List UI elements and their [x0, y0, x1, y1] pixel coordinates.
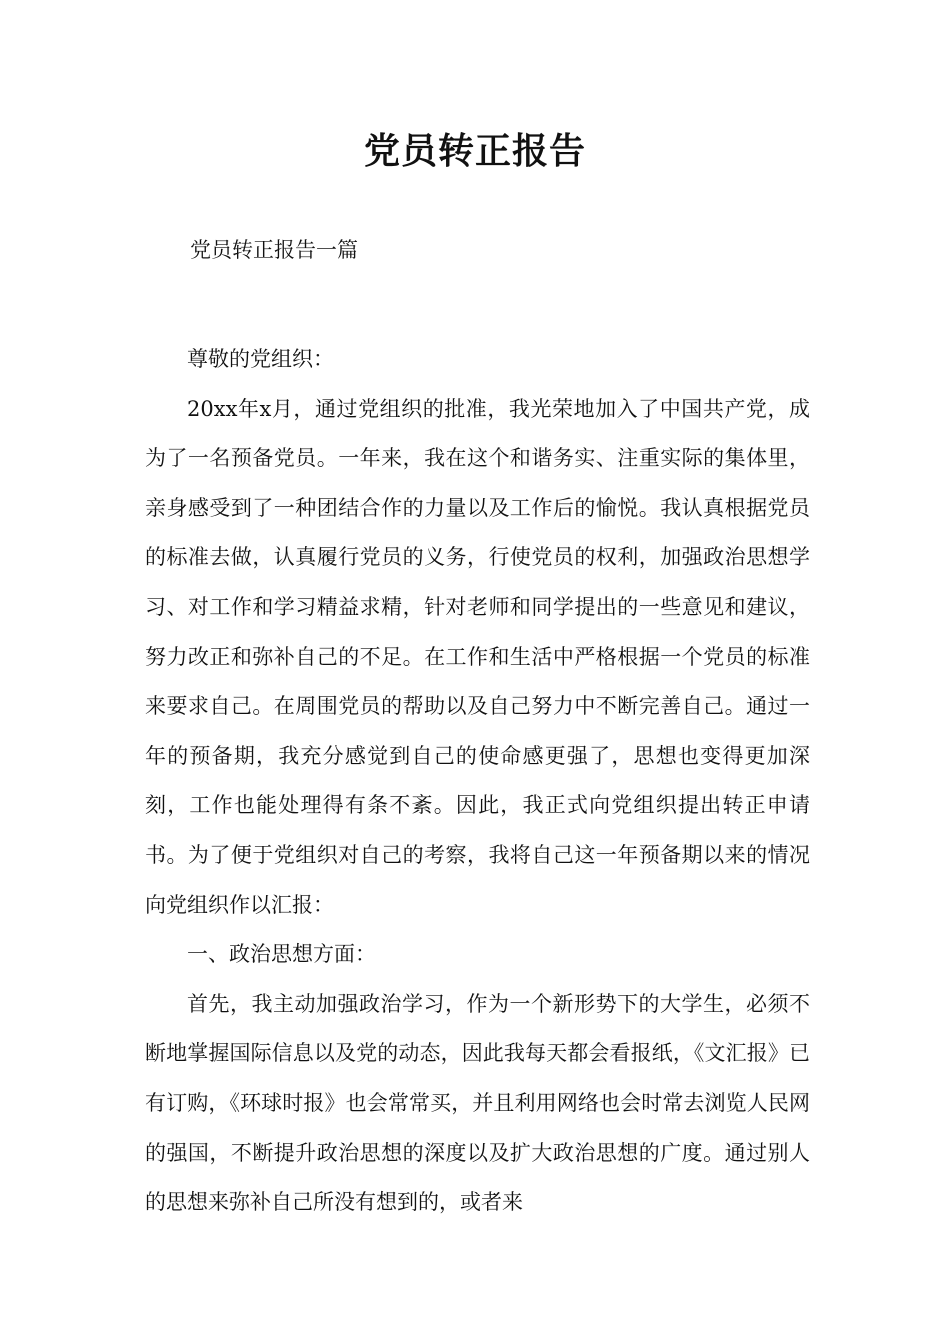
body-paragraph-intro: 20xx年x月，通过党组织的批准，我光荣地加入了中国共产党，成为了一名预备党员。一年来，我在这个和谐务实、注重实际的集体里，亲身感受到了一种团结合作的力量以及工作后的愉悦。我认真根据党员的标准去做，认真履行党员的义务，行使党员的权利，加强政治思想学习、对工作和学习精益求精，针对老师和同学提出的一些意见和建议，努力改正和弥补自己的不足。在工作和生活中严格根据一个党员的标准来要求自己。在周围党员的帮助以及自己努力中不断完善自己。通过一年的预备期，我充分感觉到自己的使命感更强了，思想也变得更加深刻，工作也能处理得有条不紊。因此，我正式向党组织提出转正申请书。为了便于党组织对自己的考察，我将自己这一年预备期以来的情况向党组织作以汇报：	[145, 396, 810, 917]
document-body	[145, 335, 810, 1228]
document-title: 党员转正报告	[363, 131, 586, 172]
document-subtitle: 党员转正报告一篇	[190, 238, 358, 262]
section-heading-political: 一、政治思想方面：	[187, 942, 376, 967]
salutation-paragraph: 尊敬的党组织：	[187, 347, 334, 371]
body-paragraph-political: 首先，我主动加强政治学习，作为一个新形势下的大学生，必须不断地掌握国际信息以及党的动态，因此我每天都会看报纸，《文汇报》已有订购，《环球时报》也会常常买，并且利用网络也会时常去浏览人民网的强国，不断提升政治思想的深度以及扩大政治思想的广度。通过别人的思想来弥补自己所没有想到的，或者来	[145, 991, 810, 1215]
